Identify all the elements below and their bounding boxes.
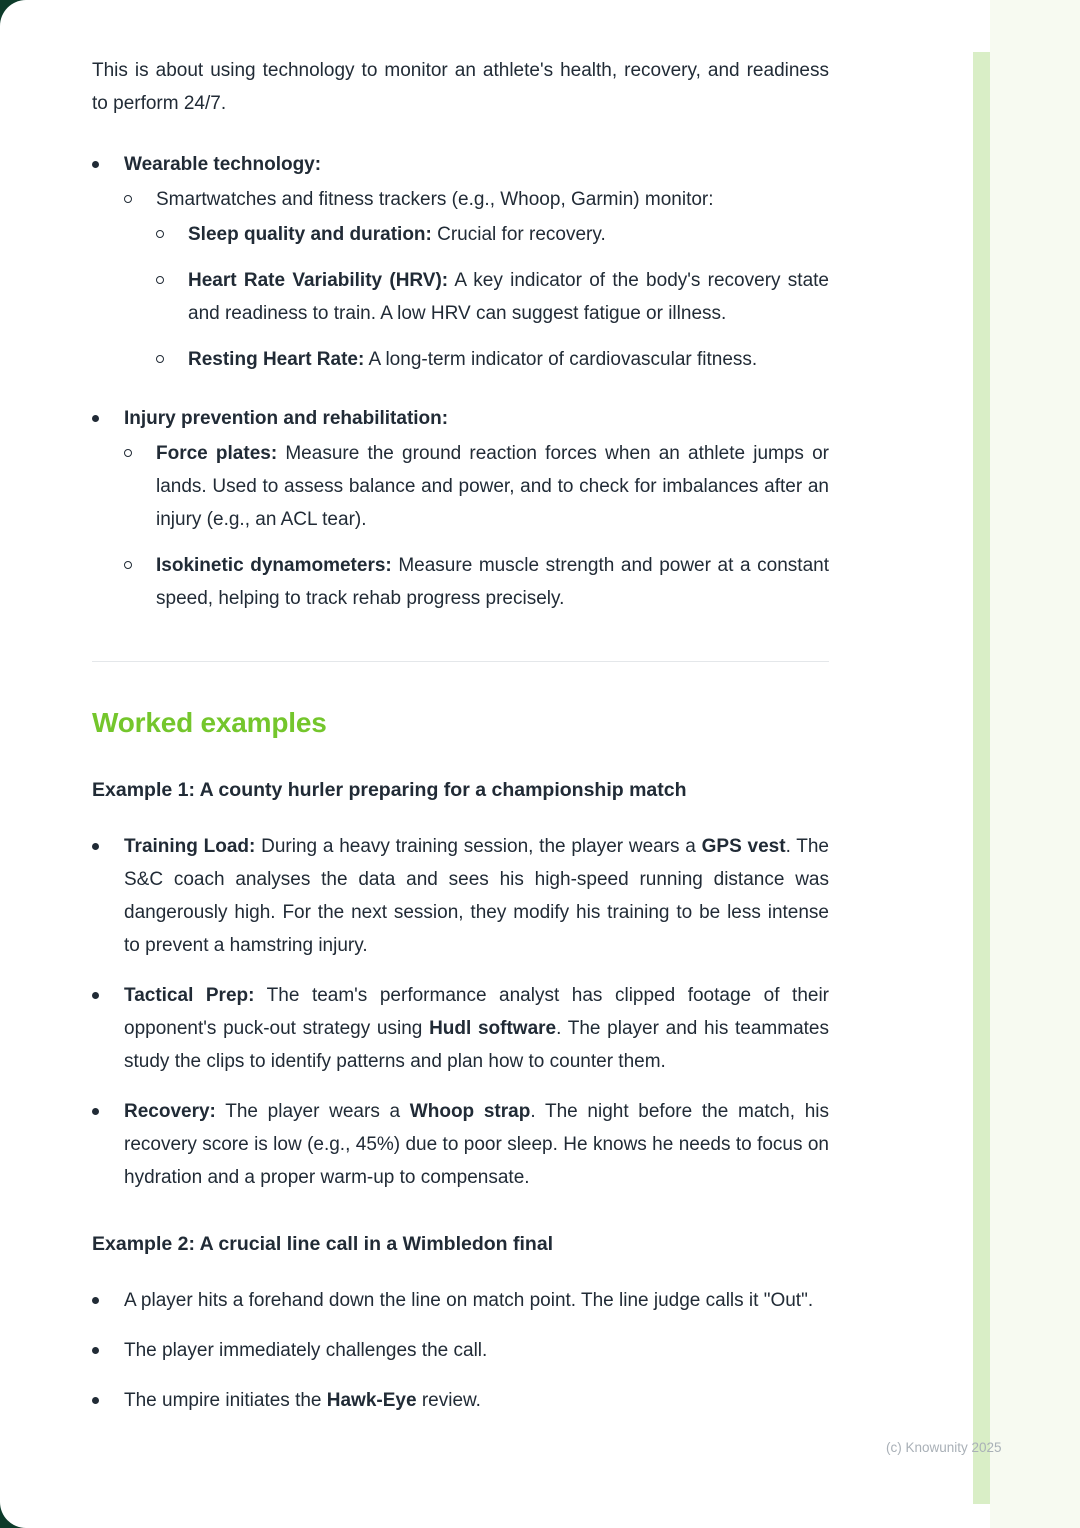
bullet-circle-icon: [156, 276, 164, 284]
bullet-dot-icon: [92, 415, 99, 422]
list-item-text: [188, 264, 829, 330]
list-item-text: [188, 218, 829, 251]
bold-text: GPS vest: [701, 836, 786, 857]
list-item: [124, 549, 829, 615]
text: review.: [416, 1390, 481, 1411]
text: Measure muscle strength and power at a constant speed, helping to track rehab progress precisely.: [156, 555, 829, 609]
list-item: [124, 183, 829, 376]
bold-text: Training Load:: [124, 836, 256, 857]
bullet-circle-icon: [124, 561, 132, 569]
right-margin-tint: [990, 0, 1080, 1528]
bullet-column: [92, 1334, 124, 1367]
example1-title: Example 1: A county hurler preparing for a championship match: [92, 779, 687, 801]
list-item: [156, 264, 829, 330]
bullet-column: [124, 183, 156, 376]
text: The umpire initiates the: [124, 1390, 327, 1411]
text: A key indicator of the body's recovery state and readiness to train. A low HRV can suggest fatigue or illness.: [188, 270, 829, 324]
copyright-footer: (c) Knowunity 2025: [886, 1440, 1002, 1455]
list-item-text: [156, 437, 829, 536]
bullet-column: [92, 1095, 124, 1194]
bullet-column: [92, 1384, 124, 1417]
monitoring-list: [92, 148, 829, 615]
text: Crucial for recovery.: [431, 224, 606, 245]
bullet-column: [92, 402, 124, 615]
text: Smartwatches and fitness trackers (e.g., Whoop, Garmin) monitor:: [156, 189, 714, 210]
list-item-text: [124, 1334, 829, 1367]
bullet-dot-icon: [92, 161, 99, 168]
list-item-text: [188, 343, 829, 376]
list-item-text: [124, 1095, 829, 1194]
bullet-circle-icon: [124, 449, 132, 457]
bullet-column: [92, 148, 124, 376]
worked-examples-heading: Worked examples: [92, 707, 327, 738]
bullet-column: [92, 979, 124, 1078]
example2-list: [92, 1284, 829, 1417]
bullet-dot-icon: [92, 1297, 99, 1304]
nested-list: [156, 218, 829, 376]
bullet-dot-icon: [92, 1108, 99, 1115]
example2-title: Example 2: A crucial line call in a Wimbledon final: [92, 1233, 554, 1255]
bold-text: Resting Heart Rate:: [188, 349, 365, 370]
list-item: [92, 402, 829, 615]
list-item-text: [156, 549, 829, 615]
bullet-circle-icon: [156, 355, 164, 363]
bold-text: Sleep quality and duration:: [188, 224, 432, 245]
example1-list: [92, 830, 829, 1194]
text: The player wears a: [215, 1101, 410, 1122]
list-item: [156, 218, 829, 251]
accent-stripe: [973, 52, 990, 1504]
nested-list: [124, 183, 829, 376]
bullet-column: [124, 549, 156, 615]
bullet-dot-icon: [92, 1397, 99, 1404]
bold-text: Recovery:: [124, 1101, 216, 1122]
section-divider: [92, 661, 829, 662]
list-item: [92, 1284, 829, 1317]
text: . The player and his teammates study the clips to identify patterns and plan how to counter them.: [124, 1018, 829, 1072]
bold-text: Hudl software: [429, 1018, 557, 1039]
bold-text: Wearable technology:: [124, 154, 322, 175]
bullet-column: [92, 830, 124, 962]
nested-list: [124, 437, 829, 615]
bold-text: Whoop strap: [409, 1101, 531, 1122]
text: A player hits a forehand down the line on match point. The line judge calls it "Out".: [124, 1290, 814, 1311]
bold-text: Injury prevention and rehabilitation:: [124, 408, 449, 429]
text: A long-term indicator of cardiovascular fitness.: [364, 349, 758, 370]
text: During a heavy training session, the player wears a: [255, 836, 702, 857]
bullet-column: [156, 218, 188, 251]
bullet-column: [92, 1284, 124, 1317]
list-item: [92, 1334, 829, 1367]
bullet-dot-icon: [92, 843, 99, 850]
list-item: [92, 148, 829, 376]
list-item-text: [124, 148, 829, 181]
text: The player immediately challenges the call.: [124, 1340, 488, 1361]
list-item-text: [124, 830, 829, 962]
bullet-column: [156, 343, 188, 376]
list-item-text: [124, 402, 829, 435]
text: Measure the ground reaction forces when an athlete jumps or lands. Used to assess balance and power, and to check for imbalances after an injury (e.g., an ACL tear).: [156, 443, 830, 530]
bullet-column: [156, 264, 188, 330]
list-item: [156, 343, 829, 376]
list-item-text: [124, 1384, 829, 1417]
text: The team's performance analyst has clipped footage of their opponent's puck-out strategy using: [124, 985, 829, 1039]
bullet-dot-icon: [92, 992, 99, 999]
bullet-column: [124, 437, 156, 536]
list-item-text: [124, 979, 829, 1078]
list-item-text: [124, 1284, 829, 1317]
bold-text: Force plates:: [156, 443, 278, 464]
document-content: [92, 54, 829, 1417]
list-item-text: [156, 183, 829, 216]
intro-paragraph: This is about using technology to monitor an athlete's health, recovery, and readiness to perform 24/7.: [92, 60, 829, 114]
text: . The night before the match, his recovery score is low (e.g., 45%) due to poor sleep. He knows he needs to focus on hydration and a proper warm-up to compensate.: [124, 1101, 829, 1188]
bullet-dot-icon: [92, 1347, 99, 1354]
bullet-circle-icon: [156, 230, 164, 238]
list-item: [92, 1384, 829, 1417]
bold-text: Hawk-Eye: [326, 1390, 417, 1411]
bold-text: Isokinetic dynamometers:: [156, 555, 392, 576]
bold-text: Heart Rate Variability (HRV):: [188, 270, 449, 291]
list-item: [124, 437, 829, 536]
list-item: [92, 1095, 829, 1194]
bold-text: Tactical Prep:: [124, 985, 255, 1006]
text: . The S&C coach analyses the data and sees his high-speed running distance was dangerously high. For the next session, they modify his training to be less intense to prevent a hamstring injury.: [124, 836, 829, 956]
list-item: [92, 979, 829, 1078]
list-item: [92, 830, 829, 962]
bullet-circle-icon: [124, 195, 132, 203]
